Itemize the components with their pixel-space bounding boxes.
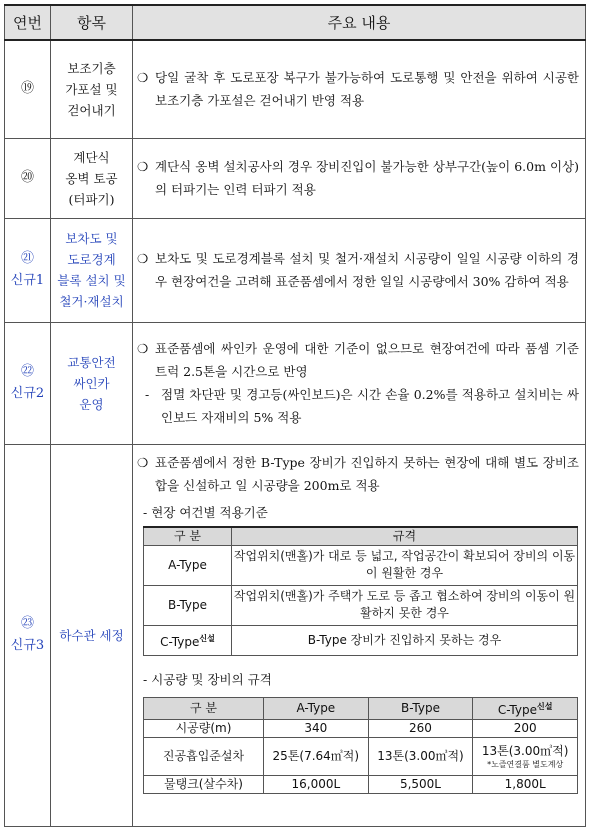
subheading-conditions: - 현장 여건별 적용기준	[143, 504, 268, 520]
table-row	[5, 444, 586, 826]
conditions-row	[144, 545, 578, 585]
item-line: 계단식	[73, 149, 110, 165]
row-number	[5, 218, 51, 322]
equipment-row	[144, 737, 578, 775]
row-item	[51, 322, 133, 444]
header-content: 주요 내용	[133, 5, 586, 40]
row-number-text: ⑳	[20, 170, 34, 185]
row-item	[51, 444, 133, 826]
table-row	[5, 138, 586, 218]
item-line: 블록 설치 및	[57, 273, 126, 288]
row-content	[133, 444, 586, 826]
item-line: 보조기층	[67, 60, 116, 76]
circle-bullet-icon: ❍	[137, 70, 149, 86]
bullet	[137, 451, 579, 497]
subheading-equipment: - 시공량 및 장비의 규격	[143, 671, 272, 687]
table-row	[5, 322, 586, 444]
equipment-c: 13톤(3.00㎥적) *노즐연결품 별도계상	[473, 737, 578, 775]
bullet-text: 당일 굴착 후 도로포장 복구가 불가능하여 도로통행 및 안전을 위하여 시공한 보조기층 가포설은 걷어내기 반영 적용	[155, 70, 579, 109]
row-number-text: ㉑	[20, 251, 34, 266]
type-label: C-Type$^{신설}$	[144, 625, 232, 655]
row-number	[5, 40, 51, 138]
bullet-text: 표준품셈에서 정한 B-Type 장비가 진입하지 못하는 현장에 대해 별도 장비조합을 신설하고 일 시공량을 200m로 적용	[155, 454, 579, 493]
bullet	[137, 247, 579, 293]
equipment-row	[144, 775, 578, 793]
work-standard-table	[4, 4, 586, 827]
circle-bullet-icon: ❍	[137, 159, 149, 174]
equipment-c: 200	[473, 719, 578, 737]
item-line: 철거·재설치	[59, 294, 124, 309]
item-line: 가포설 및	[65, 81, 118, 97]
equipment-header-cell: A-Type	[264, 697, 369, 719]
row-number-text: ㉓	[20, 616, 34, 631]
bullet	[137, 66, 579, 112]
equipment-header-cell: 구 분	[144, 697, 264, 719]
type-description: 작업위치(맨홀)가 대로 등 넓고, 작업공간이 확보되어 장비의 이동이 원활한 경우	[232, 545, 578, 585]
conditions-row	[144, 625, 578, 655]
conditions-header-cell: 규격	[232, 527, 578, 546]
equipment-a: 16,000L	[264, 775, 369, 793]
type-description: B-Type 장비가 진입하지 못하는 경우	[232, 625, 578, 655]
item-line: 하수관 세정	[59, 627, 124, 643]
row-item	[51, 40, 133, 138]
item-line: 운영	[79, 396, 104, 412]
equipment-label: 진공흡입준설차	[144, 737, 264, 775]
item-line: 옹벽 토공	[65, 170, 118, 186]
conditions-header	[144, 527, 578, 546]
row-number	[5, 444, 51, 826]
equipment-b: 13톤(3.00㎥적)	[368, 737, 473, 775]
row-content	[133, 322, 586, 444]
equipment-table	[143, 697, 578, 794]
row-new-label: 신규3	[10, 638, 45, 653]
circle-bullet-icon: ❍	[137, 251, 149, 266]
item-line: 보차도 및	[65, 231, 118, 246]
equipment-header-cell: C-Type$^{신설}$	[473, 697, 578, 719]
bullet-text: 표준품셈에 싸인카 운영에 대한 기준이 없으므로 현장여건에 따라 품셈 기준 트럭 2.5톤을 시간으로 반영	[155, 341, 579, 379]
equipment-note: *노즐연결품 별도계상	[487, 759, 564, 769]
equipment-b: 5,500L	[368, 775, 473, 793]
dash-marker: -	[145, 387, 150, 402]
row-item	[51, 138, 133, 218]
table-row	[5, 218, 586, 322]
row-item	[51, 218, 133, 322]
row-content	[133, 138, 586, 218]
row-content	[133, 40, 586, 138]
bullet	[137, 155, 579, 201]
circle-bullet-icon: ❍	[137, 454, 149, 470]
row-number	[5, 322, 51, 444]
dash-item	[137, 383, 579, 429]
table-header	[5, 5, 586, 40]
header-no: 연번	[5, 5, 51, 40]
bullet-text: 계단식 옹벽 설치공사의 경우 장비진입이 불가능한 상부구간(높이 6.0m 이상)의 터파기는 인력 터파기 적용	[155, 159, 579, 197]
row-number-text: ⑲	[20, 81, 34, 97]
conditions-header-cell: 구 분	[144, 527, 232, 546]
equipment-header	[144, 697, 578, 719]
new-badge: 신설	[199, 633, 215, 643]
equipment-c: 1,800L	[473, 775, 578, 793]
new-badge: 신설	[537, 701, 553, 711]
header-item: 항목	[51, 5, 133, 40]
circle-bullet-icon: ❍	[137, 341, 149, 356]
item-line: (터파기)	[68, 191, 115, 207]
equipment-header-cell: B-Type	[368, 697, 473, 719]
row-number-text: ㉒	[20, 364, 34, 379]
table-row	[5, 40, 586, 138]
type-label: A-Type	[144, 545, 232, 585]
item-line: 교통안전	[67, 354, 116, 370]
bullet-text: 보차도 및 도로경계블록 설치 및 철거·재설치 시공량이 일일 시공량 이하의 경우 현장여건을 고려해 표준품셈에서 정한 일일 시공량에서 30% 감하여 적용	[155, 251, 579, 289]
item-line: 걷어내기	[67, 102, 116, 118]
conditions-row	[144, 585, 578, 625]
row-content	[133, 218, 586, 322]
equipment-label: 시공량(m)	[144, 719, 264, 737]
item-line: 도로경계	[67, 252, 116, 267]
conditions-table	[143, 526, 578, 656]
row-new-label: 신규1	[10, 273, 45, 288]
equipment-b: 260	[368, 719, 473, 737]
item-line: 싸인카	[73, 375, 110, 391]
row-new-label: 신규2	[10, 386, 45, 401]
equipment-a: 25톤(7.64㎥적)	[264, 737, 369, 775]
type-description: 작업위치(맨홀)가 주택가 도로 등 좁고 협소하여 장비의 이동이 원활하지 못한 경우	[232, 585, 578, 625]
row-number	[5, 138, 51, 218]
equipment-row	[144, 719, 578, 737]
bullet	[137, 337, 579, 383]
equipment-label: 물탱크(살수차)	[144, 775, 264, 793]
dash-text: 점멸 차단판 및 경고등(싸인보드)은 시간 손율 0.2%를 적용하고 설치비는 싸인보드 자재비의 5% 적용	[161, 387, 579, 425]
type-label: B-Type	[144, 585, 232, 625]
equipment-a: 340	[264, 719, 369, 737]
